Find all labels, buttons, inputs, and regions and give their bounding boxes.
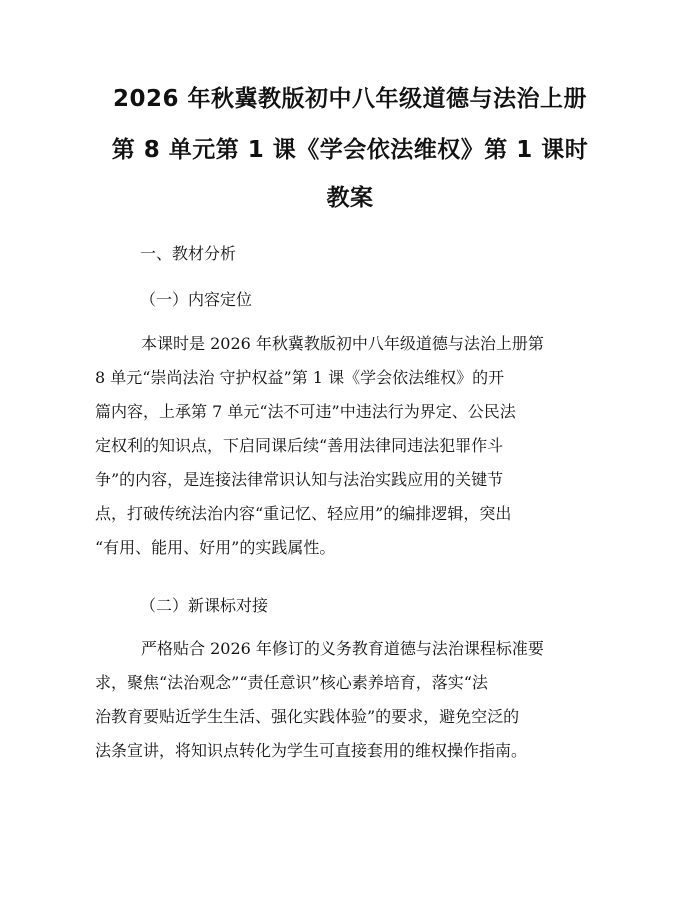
subsection-heading-curriculum-standard: （二）新课标对接	[140, 596, 269, 615]
paragraph-line: 严格贴合 2026 年修订的义务教育道德与法治课程标准要	[141, 639, 544, 658]
paragraph-line: 篇内容，上承第 7 单元“法不可违”中违法行为界定、公民法	[95, 402, 516, 421]
document-title-line-1: 2026 年秋冀教版初中八年级道德与法治上册	[112, 86, 588, 112]
paragraph-content-positioning	[95, 327, 605, 565]
paragraph-line: 点，打破传统法治内容“重记忆、轻应用”的编排逻辑，突出	[95, 504, 512, 523]
paragraph-line: 争”的内容，是连接法律常识认知与法治实践应用的关键节	[95, 470, 504, 489]
paragraph-line: 本课时是 2026 年秋冀教版初中八年级道德与法治上册第	[141, 334, 544, 353]
paragraph-line: 定权利的知识点，下启同课后续“善用法律同违法犯罪作斗	[95, 436, 504, 455]
section-heading: 一、教材分析	[140, 244, 237, 263]
document-title-line-3: 教案	[326, 185, 374, 211]
paragraph-line: 法条宣讲，将知识点转化为学生可直接套用的维权操作指南。	[95, 741, 528, 760]
paragraph-line: “有用、能用、好用”的实践属性。	[95, 538, 336, 557]
subsection-heading-content-positioning: （一）内容定位	[140, 290, 253, 309]
paragraph-curriculum-standard	[95, 632, 605, 768]
paragraph-line: 求，聚焦“法治观念”“责任意识”核心素养培育，落实“法	[95, 673, 488, 692]
paragraph-line: 治教育要贴近学生生活、强化实践体验”的要求，避免空泛的	[95, 707, 520, 726]
paragraph-line: 8 单元“崇尚法治 守护权益”第 1 课《学会依法维权》的开	[95, 368, 505, 387]
document-title-line-2: 第 8 单元第 1 课《学会依法维权》第 1 课时	[111, 137, 589, 163]
